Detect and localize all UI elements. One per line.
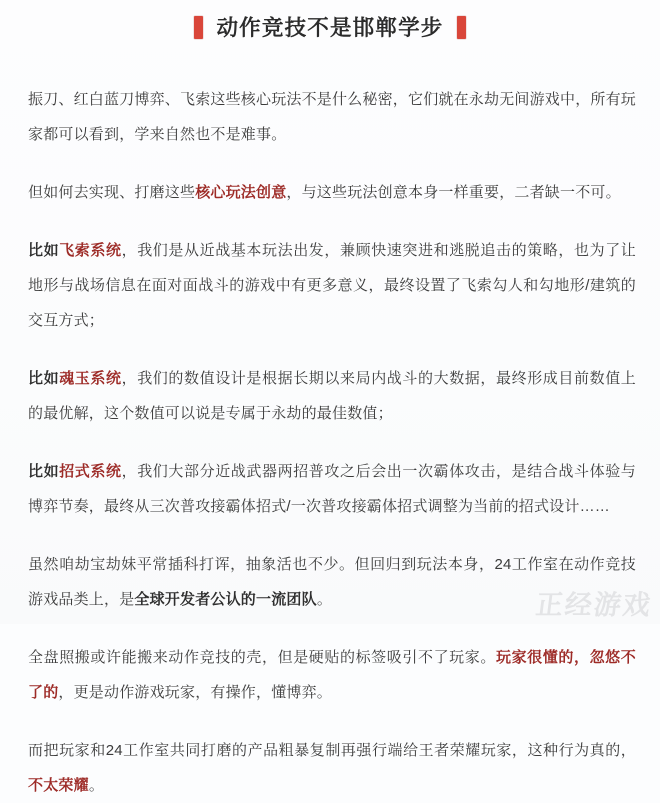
paragraph (28, 361, 636, 431)
paragraph (28, 82, 636, 152)
emphasis-red: 飞索系统 (59, 242, 122, 259)
text-run: 振刀、红白蓝刀博弈、飞索这些核心玩法不是什么秘密，它们就在永劫无间游戏中，所有玩家都可以看到，学来自然也不是难事。 (28, 91, 637, 143)
text-run: 。 (316, 591, 333, 608)
paragraph (28, 175, 636, 210)
text-run: 但如何去实现、打磨这些 (28, 184, 196, 201)
text-run: ，我们大部分近战武器两招普攻之后会出一次霸体攻击，是结合战斗体验与博弈节奏，最终从三次普攻接霸体招式/一次普攻接霸体招式调整为当前的招式设计…… (28, 463, 636, 515)
title-left-bar-icon (194, 16, 203, 39)
text-run: 而把玩家和24工作室共同打磨的产品粗暴复制再强行端给王者荣耀玩家，这种行为真的， (28, 742, 636, 759)
emphasis-red: 魂玉系统 (59, 370, 122, 387)
article-body (0, 82, 660, 803)
emphasis-dark: 比如 (28, 242, 60, 259)
text-run: 。 (88, 777, 105, 794)
emphasis-red: 招式系统 (59, 463, 122, 480)
watermark: 正经游戏 (534, 590, 654, 620)
text-run: ，与这些玩法创意本身一样重要，二者缺一不可。 (286, 184, 621, 201)
paragraph (28, 640, 636, 710)
text-run: 虽然咱劫宝劫妹平常插科打诨，抽象活也不少。但回归到玩法本身，24工作室在动作竞技游戏品类上，是 (28, 556, 636, 608)
paragraph (28, 233, 636, 338)
emphasis-red: 玩家很懂的，忽悠不了的 (28, 649, 636, 701)
text-run: ，我们是从近战基本玩法出发，兼顾快速突进和逃脱追击的策略，也为了让地形与战场信息在面对面战斗的游戏中有更多意义，最终设置了飞索勾人和勾地形/建筑的交互方式； (28, 242, 636, 329)
emphasis-dark: 比如 (28, 463, 60, 480)
emphasis-dark: 全球开发者公认的一流团队 (134, 591, 317, 608)
paragraph (28, 454, 636, 524)
emphasis-red: 不太荣耀 (28, 777, 89, 794)
title-right-bar-icon (457, 16, 466, 39)
text-run: ，更是动作游戏玩家，有操作，懂博弈。 (58, 684, 333, 701)
emphasis-dark: 比如 (28, 370, 60, 387)
page-title-text: 动作竞技不是邯郸学步 (216, 15, 444, 40)
text-run: ，我们的数值设计是根据长期以来局内战斗的大数据，最终形成目前数值上的最优解，这个数值可以说是专属于永劫的最佳数值； (28, 370, 636, 422)
paragraph (28, 547, 636, 617)
emphasis-red: 核心玩法创意 (195, 184, 287, 201)
text-run: 全盘照搬或许能搬来动作竞技的壳，但是硬贴的标签吸引不了玩家。 (28, 649, 496, 666)
paragraph (28, 733, 636, 803)
page-title (0, 0, 660, 42)
